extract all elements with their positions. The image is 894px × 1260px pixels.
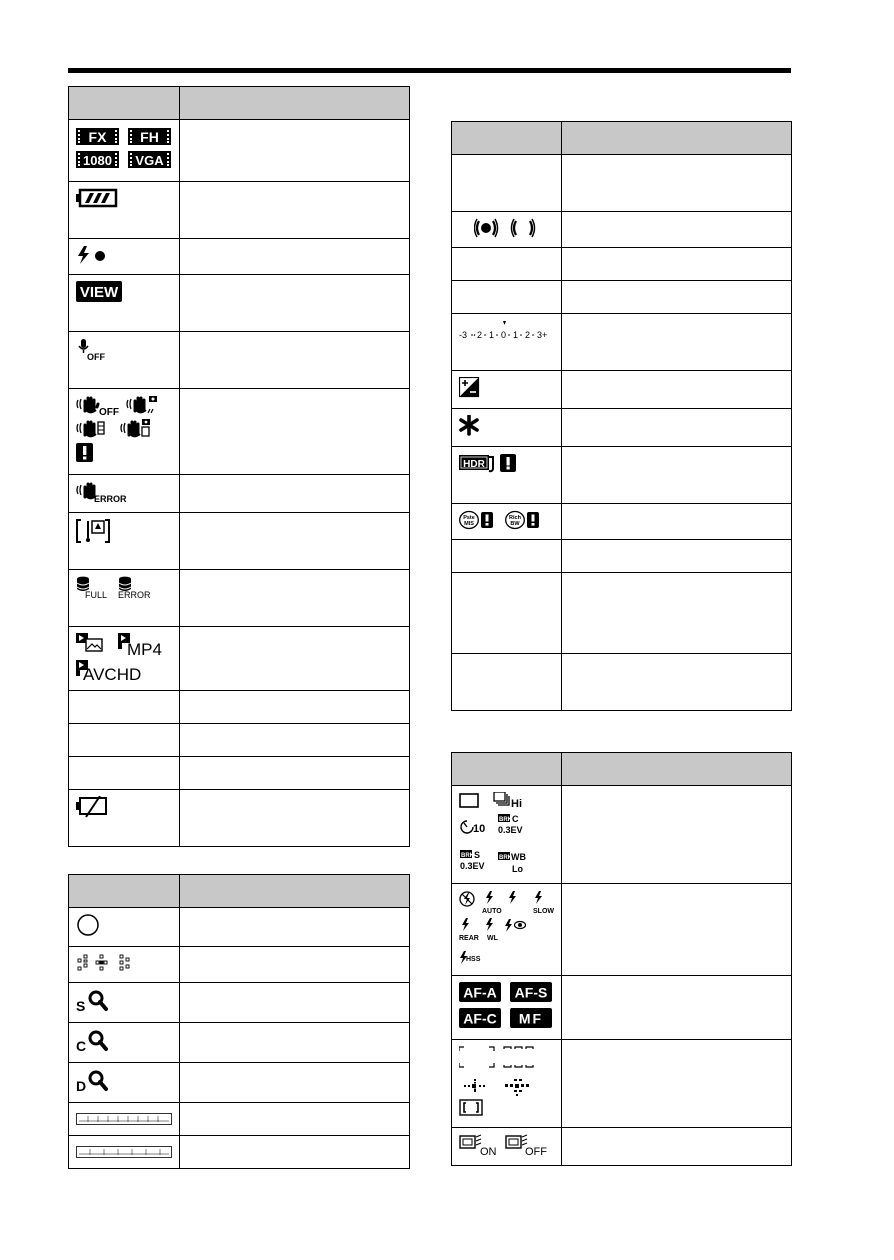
fx-label: FX [88,129,107,145]
table-header [452,753,792,786]
digital-zoom-label: D [76,1078,87,1093]
svg-text:BRK: BRK [461,853,474,859]
af-c-label: AF-C [463,1010,497,1027]
continuous-hi-label: Hi [511,798,522,810]
warning-icon [500,454,516,472]
table-row [69,724,410,757]
face-detection-icons [459,1134,555,1156]
table-row [69,389,410,475]
table-row [69,790,410,847]
table-row [452,409,792,447]
playback-photo-icon [76,633,102,651]
mf-label: MF [518,1010,544,1027]
bracket-c-icon [498,814,523,835]
table-row [69,513,410,570]
steadyshot-both-icon [121,419,150,436]
flash-auto-icon [482,891,502,915]
steadyshot-movie-icon [77,422,104,436]
single-shot-icon [460,794,478,807]
flash-off-icon [460,892,474,906]
table-row [69,182,410,239]
rich-bw-label-bottom: BW [510,521,520,527]
wide-area-icon [459,1047,494,1067]
bracket-wb-label: WB [511,852,526,862]
focus-mode-icons [459,982,555,1030]
view-label: VIEW [79,284,119,301]
self-timer-10-icon [461,821,485,835]
hdr-label: HDR [463,459,485,470]
face-detection-on-label: ON [480,1146,497,1156]
exposure-scale-icon [459,320,557,344]
flash-wireless-icon [486,918,499,942]
table-row [452,212,792,248]
spot-metering-circle-icon [76,913,100,937]
table-row [69,275,410,332]
pict-mix-label-bottom: MIS [464,521,474,527]
flash-mode-icons [459,890,557,966]
table-row [69,239,410,275]
playback-mp4-icon [118,633,162,659]
table-row [452,504,792,540]
aperture-scale-icon [76,1146,172,1158]
table-row [69,627,410,691]
table-row [452,447,792,504]
table-row [69,908,410,947]
table-row [452,314,792,371]
local-icon [505,1079,529,1096]
flash-rear-label: REAR [459,935,479,942]
playback-mp4-label: MP4 [127,640,162,659]
digital-zoom-icon [76,1069,116,1093]
mic-off-icon [76,338,116,364]
table-row [452,1128,792,1166]
self-timer-label: 10 [473,823,486,835]
left-bottom-table [68,874,410,1169]
exposure-compensation-icon [459,377,481,399]
smart-zoom-label: S [76,998,86,1013]
playback-icons [76,633,172,681]
flexible-spot-icon [460,1100,482,1115]
flash-rear-icon [459,918,479,942]
vga-icon [128,151,171,168]
flash-slow-icon [533,891,554,915]
flash-charge-icon [76,245,116,265]
steadyshot-off-label: OFF [99,407,119,418]
hdr-warning-icon [459,453,525,475]
card-status-icons [76,576,156,602]
tilt-warning-icon [76,519,110,543]
table-row [69,1063,410,1103]
steadyshot-error-label: ERROR [94,494,127,503]
pict-mix-warning-icon [460,512,493,529]
svg-text:BRK: BRK [499,817,512,823]
face-detection-off-label: OFF [525,1146,547,1156]
bracket-c-label: C [512,814,519,824]
table-row [69,691,410,724]
flash-auto-label: AUTO [482,908,502,915]
exposure-scale-plus3: 3+ [537,330,548,340]
bracket-s-step-label: 0.3EV [460,861,485,871]
bracket-s-label: S [474,850,481,860]
focus-area-icons [459,1046,555,1118]
top-rule [68,68,791,73]
vga-label: VGA [135,153,164,168]
steadyshot-icons [76,395,172,465]
movie-format-icons [76,126,172,172]
card-error-icon [118,577,151,600]
drive-mode-icons [459,792,555,874]
table-row [69,947,410,983]
af-c-icon [459,1008,501,1028]
exposure-scale-minus3: -3 [459,330,468,340]
continuous-hi-icon [494,792,522,810]
playback-avchd-label: AVCHD [83,665,142,681]
mf-icon [510,1008,552,1028]
flash-hss-icon [460,951,481,964]
exposure-scale-plus2: 2 [525,330,531,340]
fh-icon [128,128,171,145]
svg-text:BRK: BRK [499,855,512,861]
af-s-label: AF-S [514,984,548,1001]
table-row [452,155,792,212]
card-full-icon [77,577,107,600]
table-row [69,570,410,627]
table-row [69,120,410,182]
left-top-table [68,86,410,847]
bracket-s-icon [460,850,485,871]
table-row [452,654,792,711]
table-header [69,875,410,908]
right-top-table [451,121,792,711]
flash-hss-label: HSS [466,956,481,963]
bracket-wb-lo-label: Lo [512,864,523,874]
battery-icon [76,188,120,210]
table-row [452,786,792,884]
card-full-label: FULL [85,590,108,600]
table-row [69,1136,410,1169]
table-header [452,122,792,155]
table-row [452,1040,792,1128]
flash-slow-label: SLOW [533,908,554,915]
flash-wireless-label: WL [487,935,498,942]
table-row [452,248,792,281]
mic-off-label: OFF [87,352,105,362]
zone-icon [504,1047,533,1067]
clear-image-zoom-label: C [76,1038,87,1053]
table-row [69,983,410,1023]
af-a-icon [459,982,501,1002]
flash-fill-icon [509,891,516,904]
focus-lock-icon [475,219,498,237]
center-icon [464,1079,485,1092]
steadyshot-photo-icon [127,396,157,413]
table-row [452,371,792,409]
table-row [69,1023,410,1063]
1080-label: 1080 [83,153,112,168]
table-row [69,332,410,389]
playback-avchd-icon [76,660,141,681]
steadyshot-error-icon [76,481,136,503]
focus-indicator-icons [474,218,540,238]
exposure-scale-1: 1 [489,330,495,340]
table-row [69,1103,410,1136]
af-a-label: AF-A [463,984,497,1001]
ae-lock-icon [459,415,481,437]
face-detection-on-icon [460,1135,497,1156]
view-icon [76,281,124,303]
table-row [452,884,792,976]
fx-icon [76,128,119,145]
bracket-wb-icon [498,852,526,874]
1080-icon [76,151,119,168]
table-header [69,87,410,120]
af-s-icon [510,982,552,1002]
bracket-c-step-label: 0.3EV [498,825,523,835]
fh-label: FH [140,129,159,145]
rich-bw-label-top: Rich [509,515,521,521]
rich-bw-warning-icon [506,512,539,529]
table-row [452,976,792,1040]
exposure-scale-0: 0 [501,330,507,340]
card-error-label: ERROR [118,590,151,600]
table-row [452,281,792,314]
table-row [69,475,410,513]
pict-mix-label-top: Pste [463,515,475,521]
focus-icon [512,219,535,237]
face-detection-off-icon [506,1135,547,1156]
steadyshot-off-icon [77,398,119,418]
exposure-scale-2: 2 [477,330,483,340]
table-row [452,540,792,573]
table-row [69,757,410,790]
no-battery-icon [76,796,110,818]
warning-icon [76,443,93,462]
exposure-scale-plus1: 1 [513,330,519,340]
shutter-speed-scale-icon [76,1113,172,1125]
right-bottom-table [451,752,792,1166]
red-eye-icon [505,919,526,932]
af-point-icons [76,953,136,973]
table-row [452,573,792,654]
creative-effect-warning-icons [459,510,551,530]
clear-image-zoom-icon [76,1029,116,1053]
smart-zoom-icon [76,989,116,1013]
